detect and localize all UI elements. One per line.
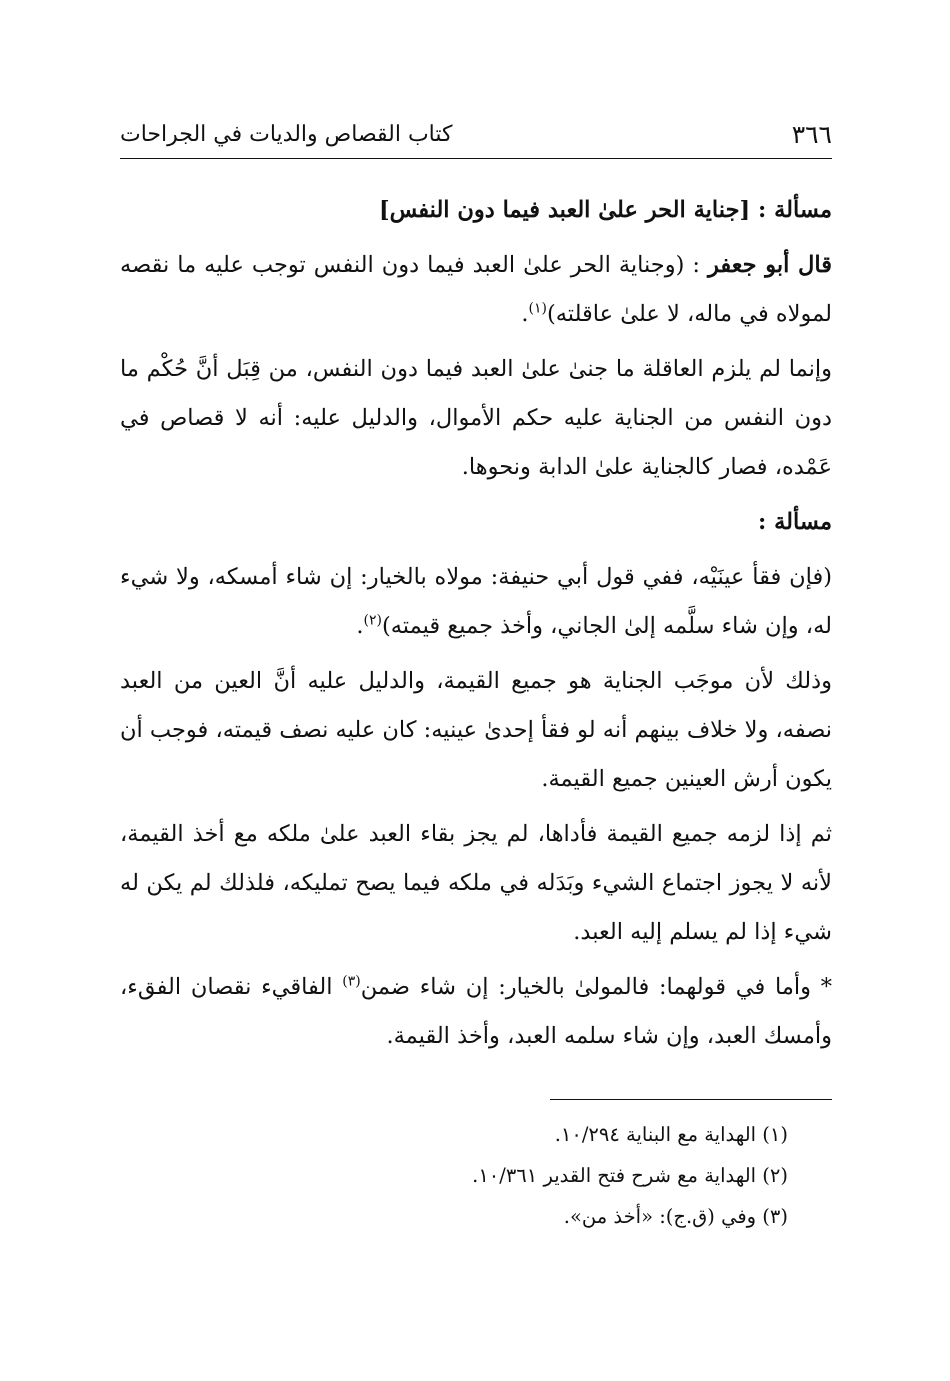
footnote-ref-2[interactable]: (٢): [363, 612, 382, 629]
quote-text-2: (فإن فقأ عينَيْه، ففي قول أبي حنيفة: مولاه بالخيار: إن شاء أمسكه، ولا شيء له، وإن شاء سلَّمه إلىٰ الجاني، وأخذ جميع قيمته): [120, 564, 832, 639]
footnote-ref-1[interactable]: (١): [528, 300, 547, 317]
book-title: كتاب القصاص والديات في الجراحات: [120, 122, 453, 147]
speaker-name: قال أبو جعفر: [707, 252, 833, 278]
sentence-end: .: [521, 301, 529, 327]
footnote-divider: [550, 1099, 832, 1100]
paragraph-quote-2: [120, 553, 832, 651]
body-text: [120, 186, 832, 1067]
footnote-1: (١) الهداية مع البناية ١٠/٢٩٤.: [554, 1123, 788, 1146]
footnote-ref-3[interactable]: (٣): [342, 973, 361, 990]
footnote-3: (٣) وفي (ق.ج): «أخذ من».: [563, 1205, 788, 1228]
footnotes: [120, 1114, 832, 1237]
footnote-2: (٢) الهداية مع شرح فتح القدير ١٠/٣٦١.: [472, 1164, 788, 1187]
book-page: [120, 0, 832, 1381]
running-header: [120, 112, 832, 159]
paragraph-abu-jafar: [120, 241, 832, 339]
opinion-text-start: * وأما في قولهما: فالمولىٰ بالخيار: إن شاء ضمن: [360, 974, 832, 1000]
paragraph-their-opinion: [120, 963, 832, 1061]
section-heading-2: مسألة :: [757, 509, 832, 535]
opinion-text-end: الفاقيء نقصان الفقء، وأمسك العبد، وإن شاء سلمه العبد، وأخذ القيمة.: [120, 974, 832, 1049]
page-number: ٣٦٦: [791, 120, 832, 149]
paragraph-explanation-1: وإنما لم يلزم العاقلة ما جنىٰ علىٰ العبد فيما دون النفس، من قِبَل أنَّ حُكْم ما دون النفس من الجناية عليه حكم الأموال، والدليل عليه: أنه لا قصاص في عَمْده، فصار كالجناية علىٰ الدابة ونحوها.: [120, 356, 832, 480]
section-heading-1: مسألة : [جناية الحر علىٰ العبد فيما دون النفس]: [378, 197, 832, 223]
sentence-end-2: .: [356, 613, 364, 639]
paragraph-explanation-3: ثم إذا لزمه جميع القيمة فأداها، لم يجز بقاء العبد علىٰ ملكه مع أخذ القيمة، لأنه لا يجوز اجتماع الشيء وبَدَله في ملكه فيما يصح تمليكه، فلذلك لم يكن له شيء إذا لم يسلم إليه العبد.: [120, 821, 832, 945]
paragraph-explanation-2: وذلك لأن موجَب الجناية هو جميع القيمة، والدليل عليه أنَّ العين من العبد نصفه، ولا خلاف بينهم أنه لو فقأ إحدىٰ عينيه: كان عليه نصف قيمته، فوجب أن يكون أرش العينين جميع القيمة.: [120, 668, 832, 792]
quote-text: : (وجناية الحر علىٰ العبد فيما دون النفس توجب عليه ما نقصه لمولاه في ماله، لا علىٰ عاقلته): [120, 252, 832, 327]
